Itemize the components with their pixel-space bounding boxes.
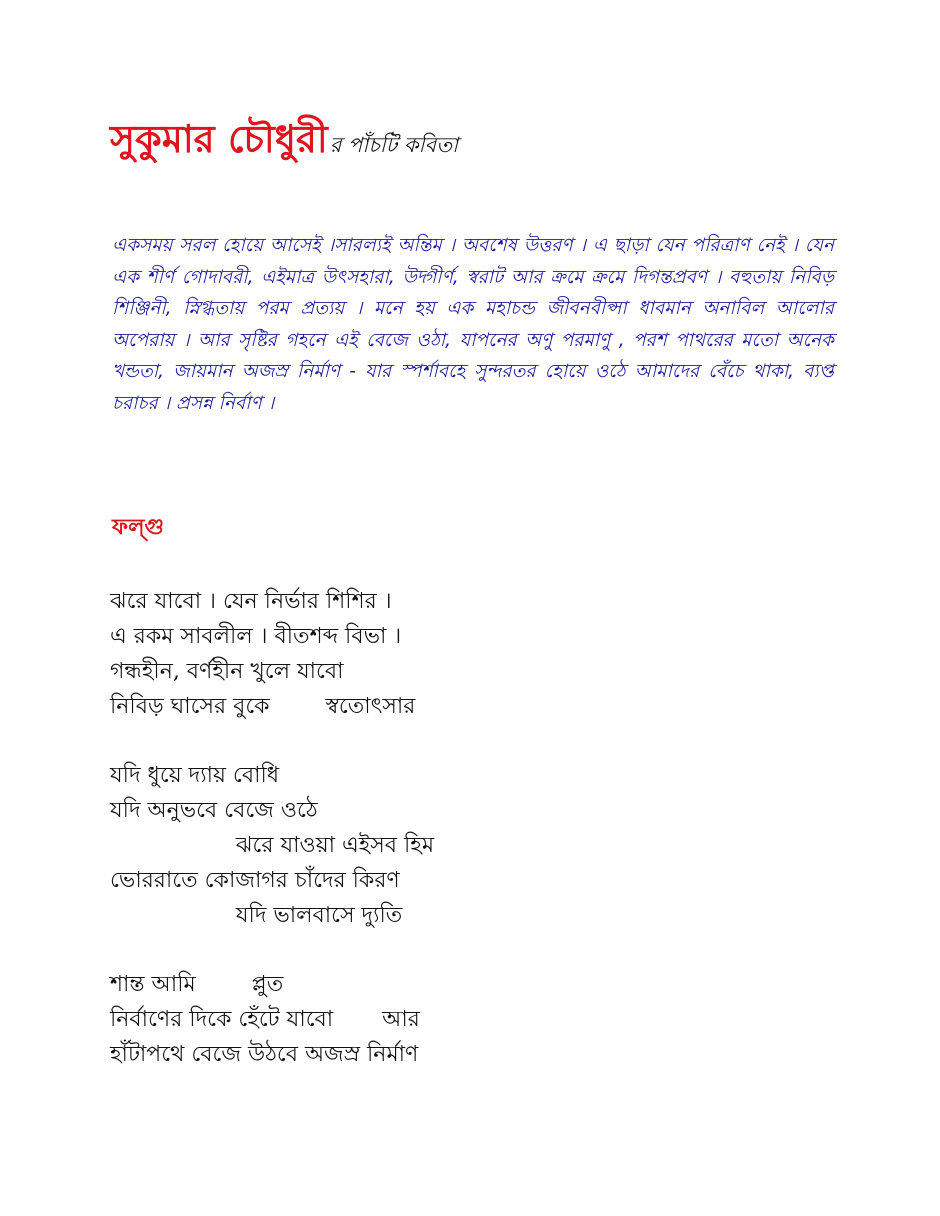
poem-line: ঝরে যাবো । যেন নির্ভার শিশির । bbox=[110, 589, 392, 614]
stanza-3 bbox=[110, 967, 810, 1072]
poem-line: এ রকম সাবলীল । বীতশব্দ বিভা । bbox=[110, 624, 402, 649]
intro-paragraph: একসময় সরল হোয়ে আসেই ।সারল্যই অন্তিম । অবশেষ উত্তরণ । এ ছাড়া যেন পরিত্রাণ নেই । যেন এক শীর্ণ গোদাবরী, এইমাত্র উৎসহারা, উদ্গীর্ণ, স্বরাট আর ক্রমে ক্রমে দিগন্তপ্রবণ । বহুতায় নিবিড় শিঞ্জিনী, স্নিগ্ধতায় পরম প্রত্যয় । মনে হয় এক মহাচন্ড জীবনবীপ্সা ধাবমান অনাবিল আলোর অপেরায় । আর সৃষ্টির গহনে এই বেজে ওঠা, যাপনের অণু পরমাণু , পরশ পাথরের মতো অনেক খন্ডতা, জায়মান অজস্র নির্মাণ - যার স্পর্শাবহে সুন্দরতর হোয়ে ওঠে আমাদের বেঁচে থাকা, ব্যপ্ত চরাচর । প্রসন্ন নির্বাণ । bbox=[112, 235, 834, 414]
poem-line: যদি ধুয়ে দ্যায় বোধি bbox=[110, 763, 280, 788]
poet-name: সুকুমার চৌধুরী bbox=[110, 117, 328, 161]
poem-line: ঝরে যাওয়া এইসব হিম bbox=[110, 833, 435, 858]
poem-line: নিবিড় ঘাসের বুকে স্বতোৎসার bbox=[110, 694, 416, 719]
page-title bbox=[110, 110, 458, 174]
poem-body bbox=[110, 584, 810, 1106]
poem-line: যদি ভালবাসে দ্যুতি bbox=[110, 903, 403, 928]
title-suffix: র পাঁচটি কবিতা bbox=[329, 133, 459, 157]
poem-line: গন্ধহীন, বর্ণহীন খুলে যাবো bbox=[110, 659, 344, 684]
stanza-1 bbox=[110, 584, 810, 724]
stanza-2 bbox=[110, 758, 810, 933]
poem-line: ভোররাতে কোজাগর চাঁদের কিরণ bbox=[110, 868, 400, 893]
poem-title: ফল্গু bbox=[112, 515, 164, 540]
poem-line: শান্ত আমি প্লুত bbox=[110, 972, 284, 997]
poem-line: যদি অনুভবে বেজে ওঠে bbox=[110, 798, 318, 823]
poem-line: নির্বাণের দিকে হেঁটে যাবো আর bbox=[110, 1007, 420, 1032]
poem-line: হাঁটাপথে বেজে উঠবে অজস্র নির্মাণ bbox=[110, 1042, 419, 1067]
